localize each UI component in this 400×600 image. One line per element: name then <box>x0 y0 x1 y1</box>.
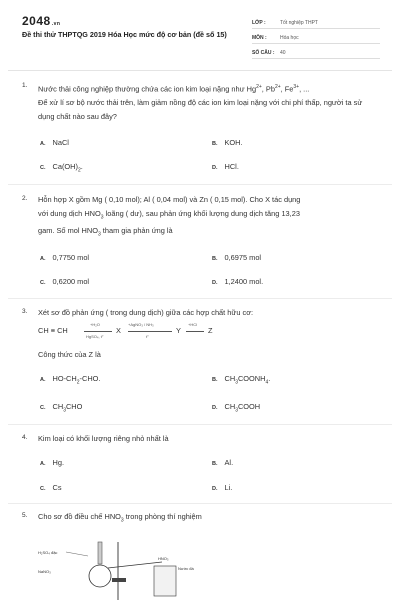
option-c[interactable]: C. 0,6200 mol <box>40 277 90 286</box>
question-number: 1. <box>22 82 28 89</box>
header-divider <box>8 70 392 71</box>
option-b[interactable]: B. Al. <box>212 458 234 467</box>
option-d[interactable]: D. $CH_3COOH$ <box>212 402 261 414</box>
option-c[interactable]: C. $CH_3CHO$ <box>40 402 83 414</box>
lab-apparatus-diagram <box>36 540 236 600</box>
question-number: 5. <box>22 512 28 519</box>
separator <box>8 503 392 504</box>
meta-row-count: SỐ CÂU : 40 <box>252 44 380 59</box>
separator <box>8 298 392 299</box>
option-c[interactable]: C. $Ca(OH)_2$. <box>40 162 83 174</box>
question-number: 2. <box>22 195 28 202</box>
question-text: Xét sơ đồ phản ứng ( trong dung dịch) giữa các hợp chất hữu cơ: <box>38 308 254 317</box>
flask-icon <box>89 565 111 587</box>
question-text: Hỗn hợp X gồm Mg ( 0,10 mol); Al ( 0,04 mol) và Zn ( 0,15 mol). Cho X tác dụng với dung dịch $HNO_3$ loãng ( dư), sau phản ứng khối lượng dung dịch tăng 13,23 gam. Số mol $HNO_3$ tham gia phản ứng là <box>38 195 301 238</box>
question-number: 4. <box>22 434 28 441</box>
header <box>0 0 400 62</box>
option-a[interactable]: A. Hg. <box>40 458 65 467</box>
question-number: 3. <box>22 308 28 315</box>
meta-table <box>252 14 380 59</box>
meta-row-subject: MÔN : Hóa học <box>252 29 380 44</box>
question-text: Nước thải công nghiệp thường chứa các ion kim loại nặng như $Hg^{2+}$, $Pb^{2+}$, $Fe^{3+}$, ... Để xử lí sơ bộ nước thải trên, làm giảm nồng độ các ion kim loại nặng với chi phí thấp, người ta sử dụng chất nào sau đây? <box>38 84 363 122</box>
funnel-icon <box>98 542 102 564</box>
option-a[interactable]: A. NaCl <box>40 138 69 147</box>
ice-bath-icon <box>154 566 176 596</box>
option-b[interactable]: B. 0,6975 mol <box>212 253 262 262</box>
label-nano3: NaNO₃ <box>38 569 51 574</box>
option-d[interactable]: D. HCl. <box>212 162 239 171</box>
meta-row-class: LỚP : Tốt nghiệp THPT <box>252 14 380 29</box>
option-d[interactable]: D. Li. <box>212 483 233 492</box>
question-prompt: Công thức của Z là <box>38 350 101 359</box>
site-logo[interactable]: 2048.vn <box>22 14 61 28</box>
question-text: Cho sơ đồ điều chế $HNO_3$ trong phòng thí nghiệm <box>38 512 202 524</box>
question-text: Kim loại có khối lượng riêng nhỏ nhất là <box>38 434 169 443</box>
option-a[interactable]: A. $HO-CH_2$-CHO. <box>40 374 101 386</box>
document-title: Đề thi thử THPTQG 2019 Hóa Học mức độ cơ bản (đề số 15) <box>22 30 227 39</box>
option-b[interactable]: B. KOH. <box>212 138 243 147</box>
label-h2so4: H₂SO₄ đặc <box>38 550 58 555</box>
option-a[interactable]: A. 0,7750 mol <box>40 253 90 262</box>
option-c[interactable]: C. Cs <box>40 483 62 492</box>
separator <box>8 184 392 185</box>
label-hno3: HNO₃ <box>158 556 169 561</box>
option-d[interactable]: D. 1,2400 mol. <box>212 277 264 286</box>
label-water: Nước đá <box>178 566 194 571</box>
option-b[interactable]: B. $CH_3COONH_4$. <box>212 374 271 386</box>
separator <box>8 424 392 425</box>
